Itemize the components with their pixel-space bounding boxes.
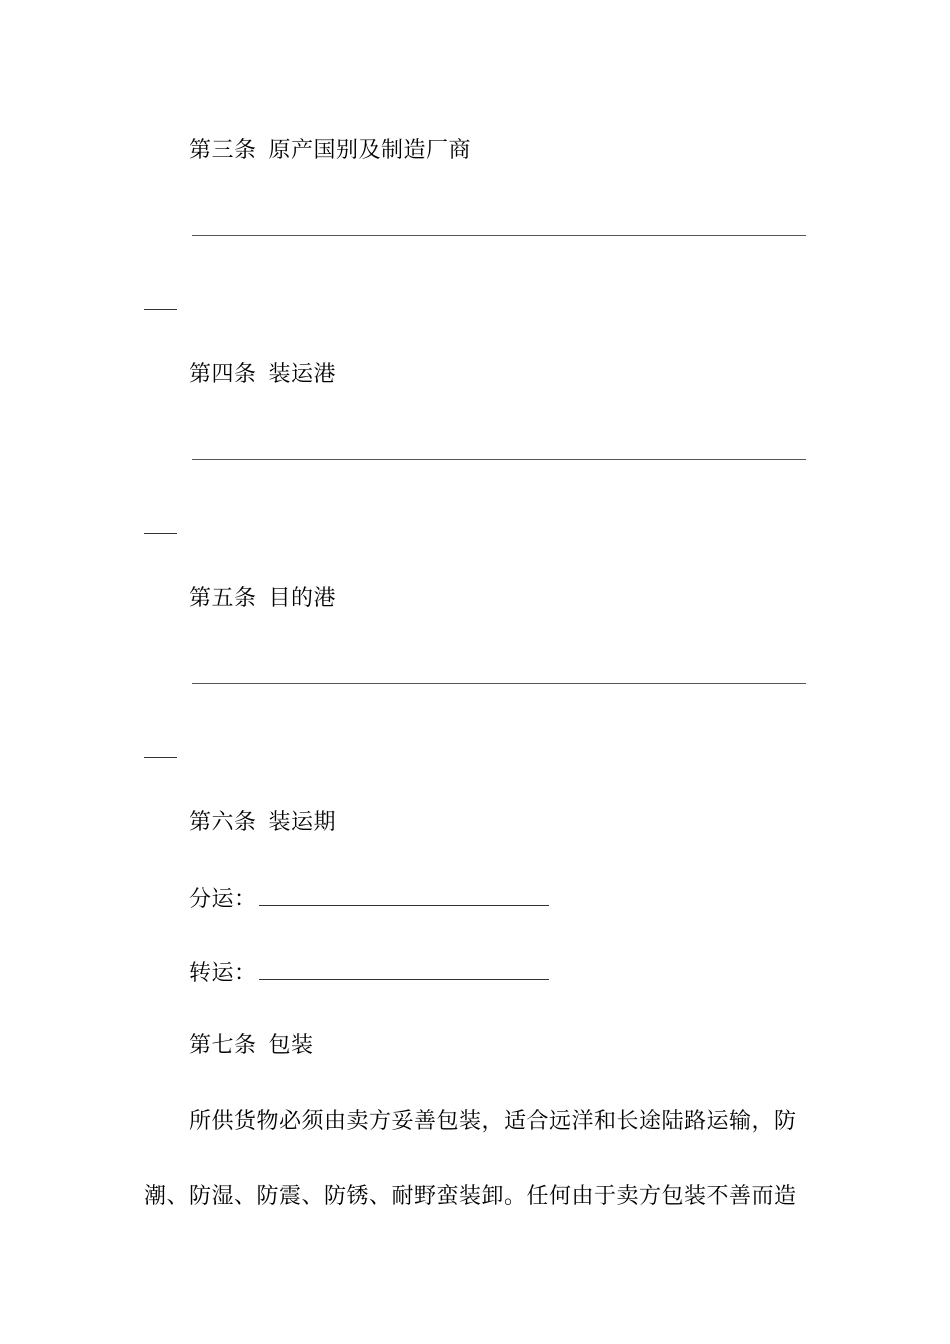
article-4-heading bbox=[189, 360, 336, 390]
partial-shipment-label: 分运： bbox=[189, 887, 257, 912]
article-6-number: 第六条 bbox=[189, 810, 257, 835]
article-5-title: 目的港 bbox=[268, 586, 337, 611]
article-7-number: 第七条 bbox=[189, 1033, 257, 1058]
article-5-heading bbox=[189, 584, 336, 614]
article-6-heading bbox=[189, 808, 336, 838]
article-5-number: 第五条 bbox=[189, 586, 257, 611]
article-5-fill-line bbox=[192, 683, 806, 684]
transshipment-blank[interactable] bbox=[259, 957, 549, 980]
article-6-title: 装运期 bbox=[268, 810, 337, 835]
article-4-number: 第四条 bbox=[189, 362, 257, 387]
article-7-title: 包装 bbox=[268, 1033, 314, 1058]
partial-shipment-field bbox=[189, 883, 549, 915]
article-3-number: 第三条 bbox=[189, 138, 257, 163]
packing-paragraph-line-1: 所供货物必须由卖方妥善包装，适合远洋和长途陆路运输，防 bbox=[189, 1109, 797, 1134]
article-3-fill-line-end bbox=[144, 309, 177, 310]
article-7-heading bbox=[189, 1031, 314, 1061]
article-3-title: 原产国别及制造厂商 bbox=[268, 138, 472, 163]
transshipment-label: 转运： bbox=[189, 961, 257, 986]
article-4-fill-line-end bbox=[144, 533, 177, 534]
article-4-title: 装运港 bbox=[268, 362, 337, 387]
packing-paragraph-line-2: 潮、防湿、防震、防锈、耐野蛮装卸。任何由于卖方包装不善而造 bbox=[144, 1184, 797, 1209]
article-5-fill-line-end bbox=[144, 757, 177, 758]
transshipment-field bbox=[189, 957, 549, 989]
article-3-fill-line bbox=[192, 235, 806, 236]
article-3-heading bbox=[189, 136, 471, 166]
article-4-fill-line bbox=[192, 459, 806, 460]
partial-shipment-blank[interactable] bbox=[259, 883, 549, 906]
